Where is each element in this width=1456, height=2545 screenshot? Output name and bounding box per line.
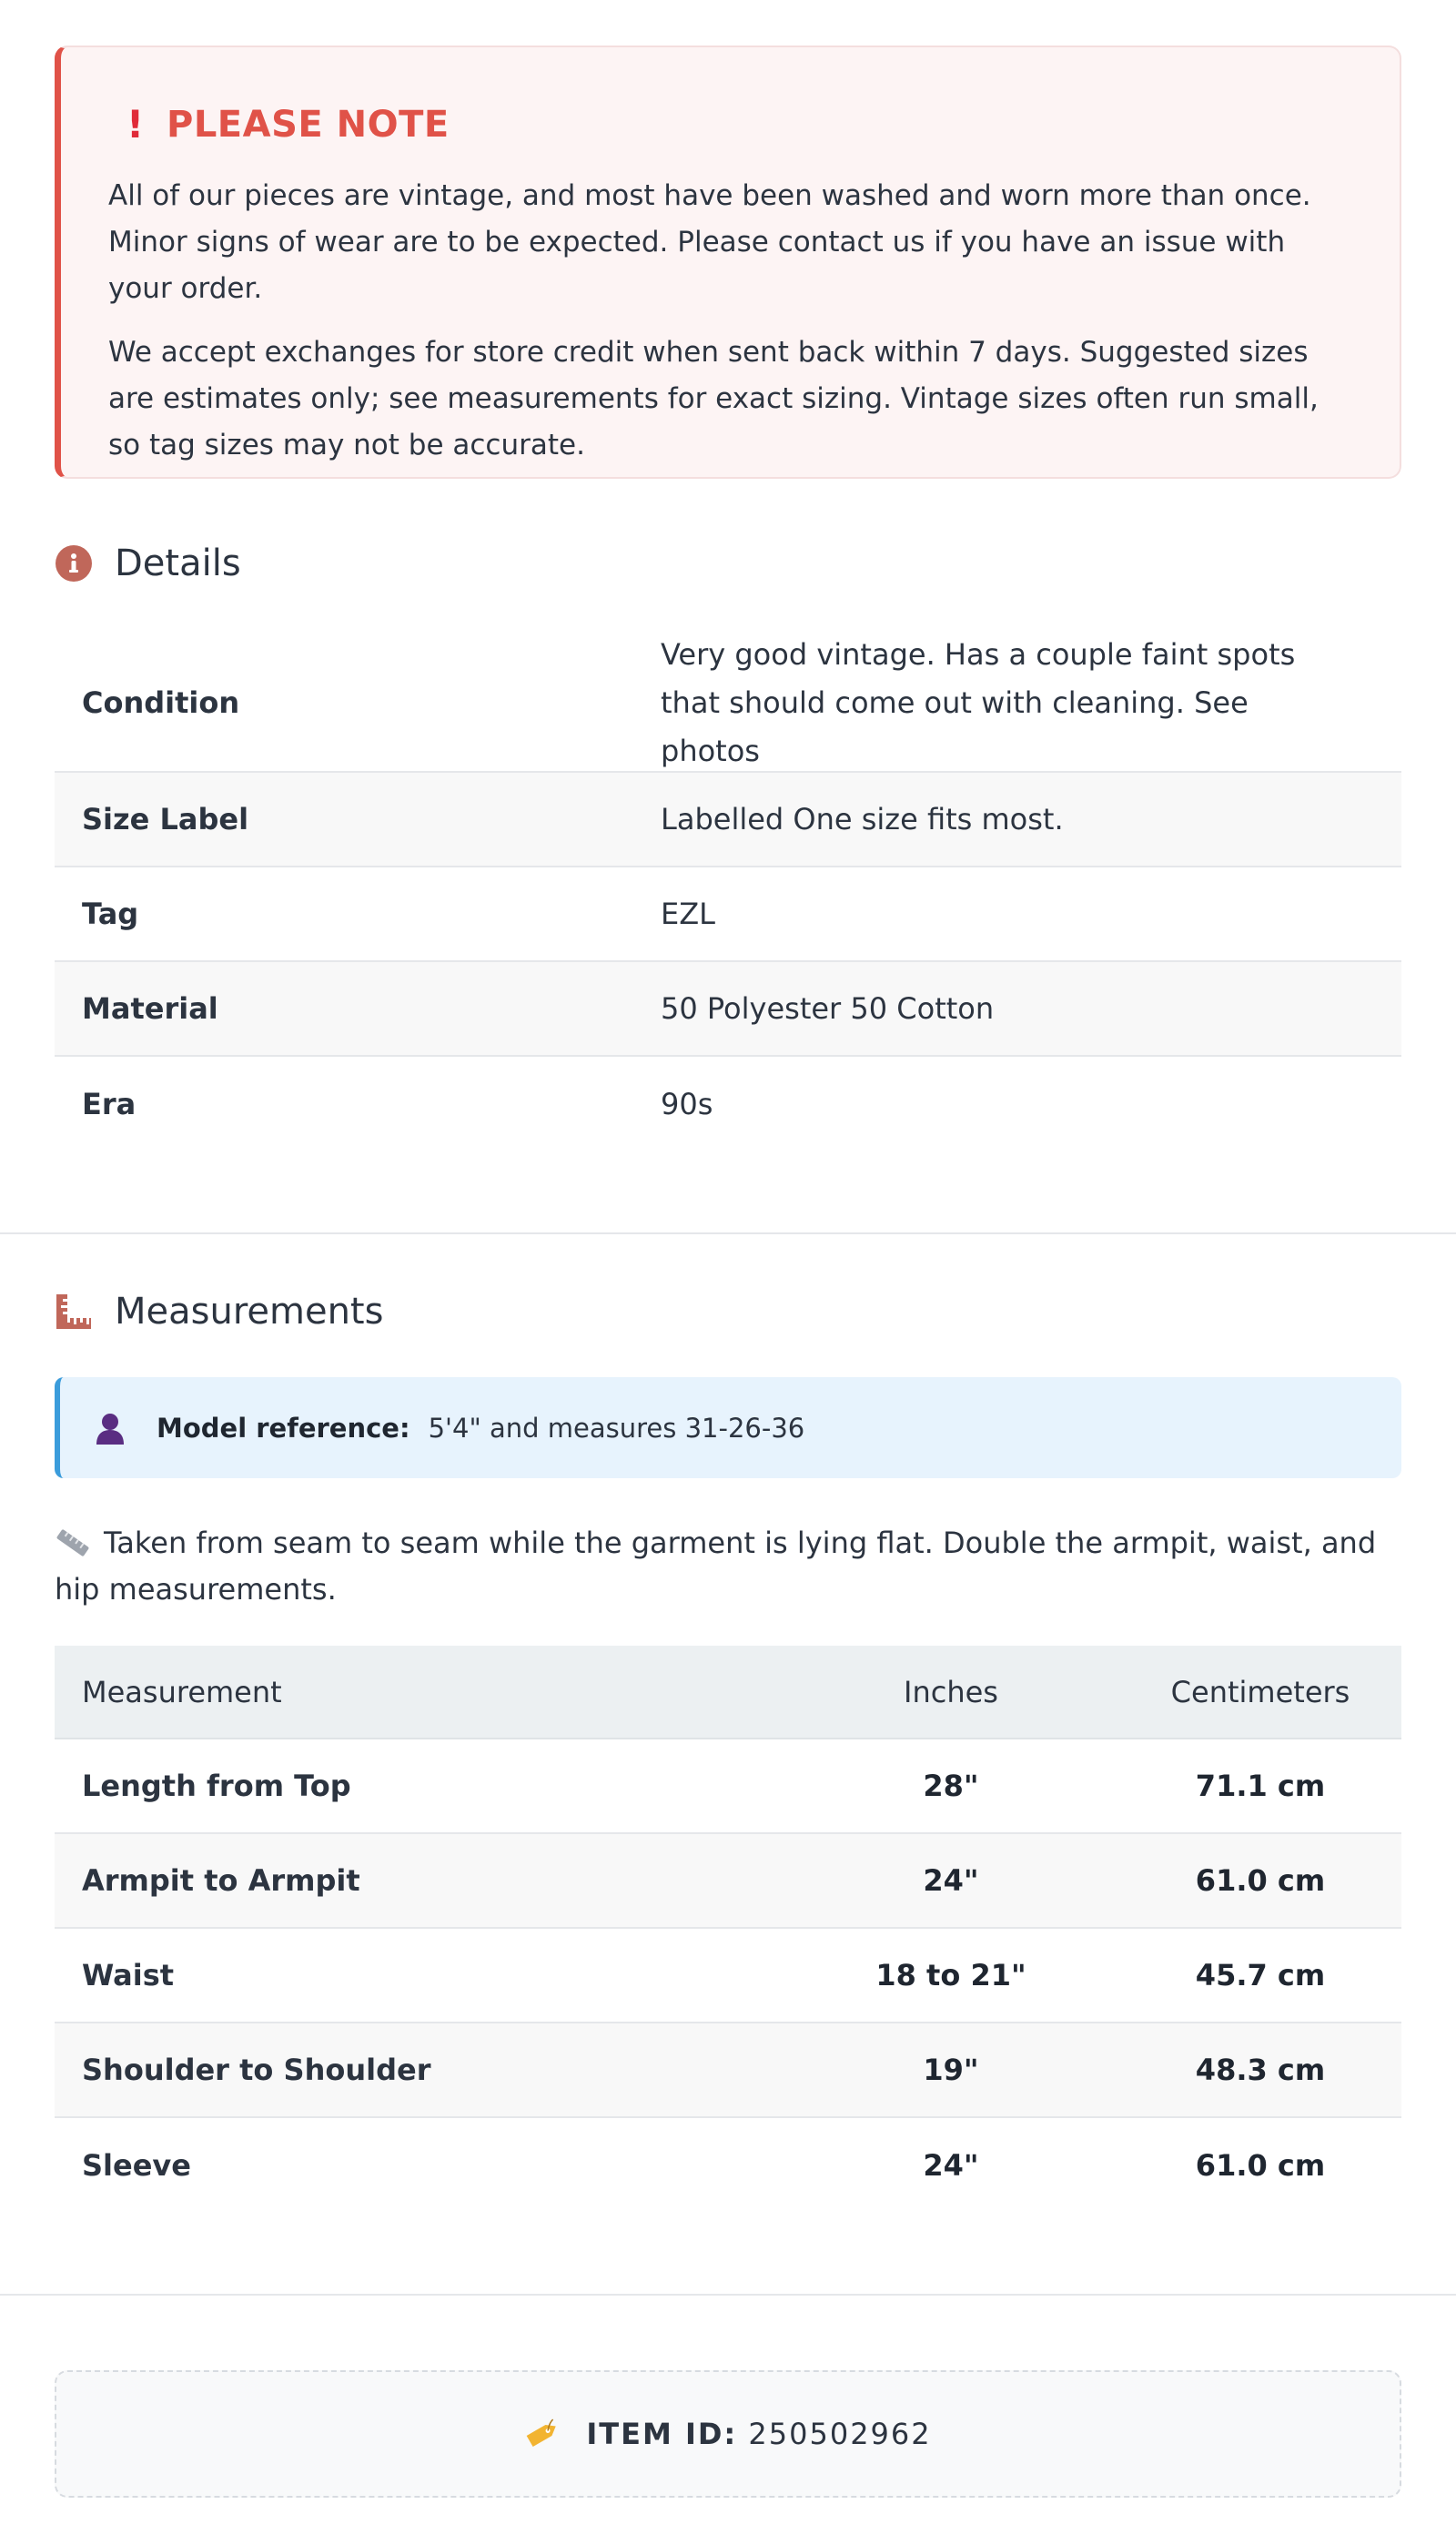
table-row bbox=[55, 1929, 1401, 2023]
measurement-name: Armpit to Armpit bbox=[82, 1863, 360, 1898]
header-measurement: Measurement bbox=[82, 1674, 282, 1709]
details-value: 90s bbox=[661, 1086, 713, 1121]
details-heading bbox=[55, 542, 241, 584]
measurement-cm: 61.0 cm bbox=[1195, 1863, 1326, 1898]
measurement-name: Length from Top bbox=[82, 1769, 351, 1803]
person-icon bbox=[95, 1412, 126, 1445]
please-note-box bbox=[55, 46, 1401, 479]
details-row-size-label bbox=[55, 773, 1401, 867]
info-circle-icon bbox=[55, 544, 93, 583]
table-row bbox=[55, 1739, 1401, 1834]
item-id-text bbox=[586, 2417, 931, 2451]
measurement-note bbox=[55, 1520, 1401, 1613]
measurement-inches: 19" bbox=[923, 2053, 979, 2087]
table-row bbox=[55, 2023, 1401, 2118]
details-value: 50 Polyester 50 Cotton bbox=[661, 990, 995, 1026]
details-key: Tag bbox=[82, 897, 139, 931]
details-value: EZL bbox=[661, 896, 715, 931]
exclamation-icon: ! bbox=[126, 102, 145, 147]
measurement-cm: 61.0 cm bbox=[1195, 2148, 1326, 2183]
details-key: Size Label bbox=[82, 802, 249, 837]
measurement-inches: 24" bbox=[923, 1863, 979, 1898]
item-id-label: ITEM ID: bbox=[586, 2417, 738, 2451]
measurements-title: Measurements bbox=[115, 1291, 384, 1333]
notice-paragraph-1: All of our pieces are vintage, and most have been washed and worn more than once. Minor signs of wear are to be expected. Please contact us if you have an issue with your order. bbox=[108, 179, 1311, 305]
tag-icon bbox=[524, 2418, 561, 2449]
model-reference-label: Model reference: bbox=[157, 1412, 410, 1444]
model-reference-value: 5'4" and measures 31-26-36 bbox=[428, 1412, 805, 1444]
straight-ruler-icon bbox=[55, 1529, 91, 1556]
details-value: Very good vintage. Has a couple faint spots that should come out with cleaning. See photos bbox=[661, 636, 1296, 768]
measurement-name: Waist bbox=[82, 1958, 175, 1992]
model-reference bbox=[55, 1377, 1401, 1478]
details-row-condition bbox=[55, 634, 1401, 773]
header-centimeters: Centimeters bbox=[1170, 1674, 1350, 1709]
measurement-cm: 71.1 cm bbox=[1195, 1769, 1326, 1803]
measurement-note-text: Taken from seam to seam while the garment is lying flat. Double the armpit, waist, and hip measurements. bbox=[55, 1526, 1377, 1607]
measurement-inches: 28" bbox=[923, 1769, 979, 1803]
measurement-cm: 45.7 cm bbox=[1195, 1958, 1326, 1992]
details-table bbox=[55, 634, 1401, 1151]
measurements-table-header bbox=[55, 1646, 1401, 1739]
table-row bbox=[55, 2118, 1401, 2213]
details-row-material bbox=[55, 962, 1401, 1057]
notice-title: PLEASE NOTE bbox=[167, 104, 450, 146]
item-id-box bbox=[55, 2370, 1401, 2498]
details-key: Condition bbox=[82, 685, 240, 720]
details-key: Era bbox=[82, 1087, 136, 1121]
measurement-inches: 24" bbox=[923, 2148, 979, 2183]
item-id-value: 250502962 bbox=[748, 2417, 932, 2451]
measurement-name: Shoulder to Shoulder bbox=[82, 2053, 431, 2087]
details-value: Labelled One size fits most. bbox=[661, 801, 1064, 837]
header-inches: Inches bbox=[904, 1674, 998, 1709]
measurements-heading bbox=[55, 1291, 383, 1333]
ruler-icon bbox=[55, 1293, 93, 1331]
details-title: Details bbox=[115, 542, 241, 584]
notice-header bbox=[108, 102, 1350, 147]
section-divider bbox=[0, 2294, 1456, 2296]
table-row bbox=[55, 1834, 1401, 1929]
measurement-cm: 48.3 cm bbox=[1195, 2053, 1326, 2087]
notice-paragraph-2: We accept exchanges for store credit when sent back within 7 days. Suggested sizes are estimates only; see measurements for exact sizing. Vintage sizes often run small, so tag sizes may not be accurate. bbox=[108, 336, 1319, 461]
details-row-tag bbox=[55, 867, 1401, 962]
section-divider bbox=[0, 1232, 1456, 1234]
measurement-name: Sleeve bbox=[82, 2148, 191, 2183]
measurement-inches: 18 to 21" bbox=[875, 1958, 1026, 1992]
details-key: Material bbox=[82, 991, 218, 1026]
details-row-era bbox=[55, 1057, 1401, 1151]
measurements-table bbox=[55, 1646, 1401, 2213]
